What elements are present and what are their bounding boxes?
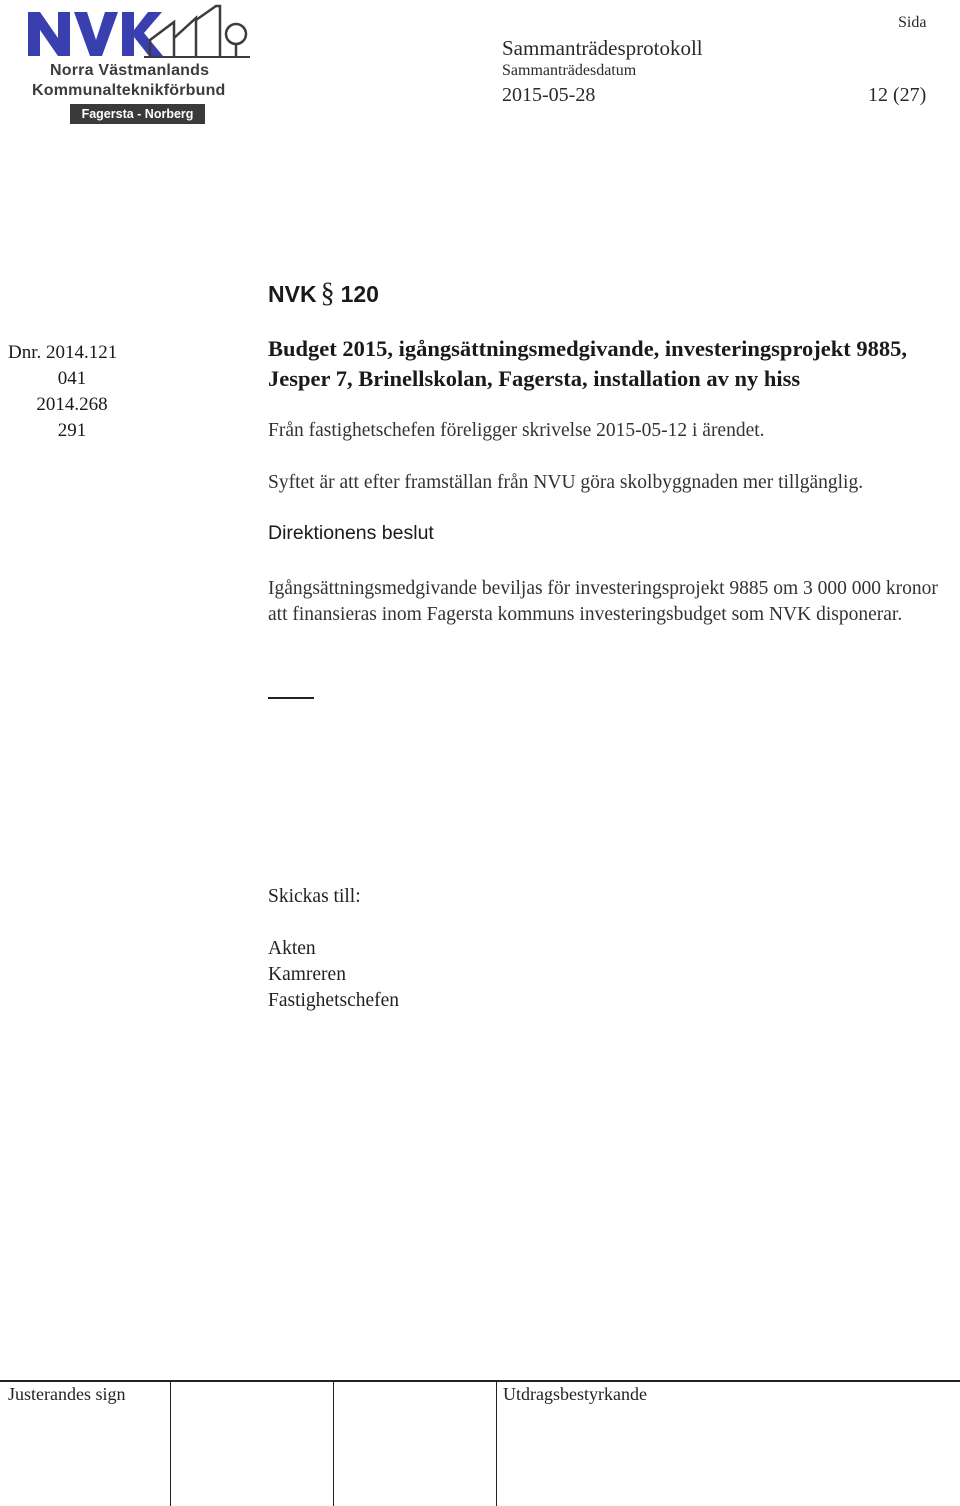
document-type: Sammanträdesprotokoll xyxy=(502,36,703,60)
logo-line2: Kommunalteknikförbund xyxy=(32,82,226,99)
dnr-line: 2014.268 xyxy=(36,394,108,415)
dnr-line: 291 xyxy=(57,420,87,441)
page-number: 12 (27) xyxy=(868,84,927,106)
signature-cell xyxy=(333,1382,334,1506)
item-title: Budget 2015, igångsättningsmedgivande, investeringsprojekt 9885, Jesper 7, Brinellskolan, Fagersta, installation av ny hiss xyxy=(268,336,908,391)
distribution-list xyxy=(268,936,399,1014)
paragraph-prefix: NVK xyxy=(268,281,317,307)
nvk-logo xyxy=(24,2,254,124)
recipient: Kamreren xyxy=(268,964,346,985)
section-symbol: § xyxy=(320,278,335,309)
body-paragraph: Syftet är att efter framställan från NVU göra skolbyggnaden mer tillgänglig. xyxy=(268,472,864,493)
dnr-line: 041 xyxy=(57,368,87,389)
recipient: Akten xyxy=(268,938,316,959)
logo-line1: Norra Västmanlands xyxy=(50,62,210,79)
paragraph-value: 120 xyxy=(340,281,379,307)
paragraph-number xyxy=(268,278,379,310)
logo-band: Fagersta - Norberg xyxy=(70,104,205,124)
decision-heading: Direktionens beslut xyxy=(268,522,434,544)
meeting-date: 2015-05-28 xyxy=(502,84,596,106)
signature-cell xyxy=(170,1382,171,1506)
nvk-logo-mark xyxy=(24,2,254,64)
dnr-line: Dnr. 2014.121 xyxy=(8,342,118,363)
body-paragraph: Från fastighetschefen föreligger skrivelse 2015-05-12 i ärendet. xyxy=(268,420,765,441)
signature-footer xyxy=(0,1380,960,1506)
end-rule xyxy=(268,697,314,699)
justerandes-sign-label: Justerandes sign xyxy=(8,1384,126,1404)
distribution-label: Skickas till: xyxy=(268,886,361,907)
dnr-column xyxy=(8,340,148,444)
signature-cell xyxy=(496,1382,497,1506)
recipient: Fastighetschefen xyxy=(268,990,400,1011)
page-label: Sida xyxy=(898,14,927,31)
meeting-date-label: Sammanträdesdatum xyxy=(502,62,637,79)
decision-text: Igångsättningsmedgivande beviljas för investeringsprojekt 9885 om 3 000 000 kronor att finansieras inom Fagersta kommuns investeringsbudget som NVK disponerar. xyxy=(268,578,938,625)
utdragsbestyrkande-label: Utdragsbestyrkande xyxy=(503,1384,647,1404)
